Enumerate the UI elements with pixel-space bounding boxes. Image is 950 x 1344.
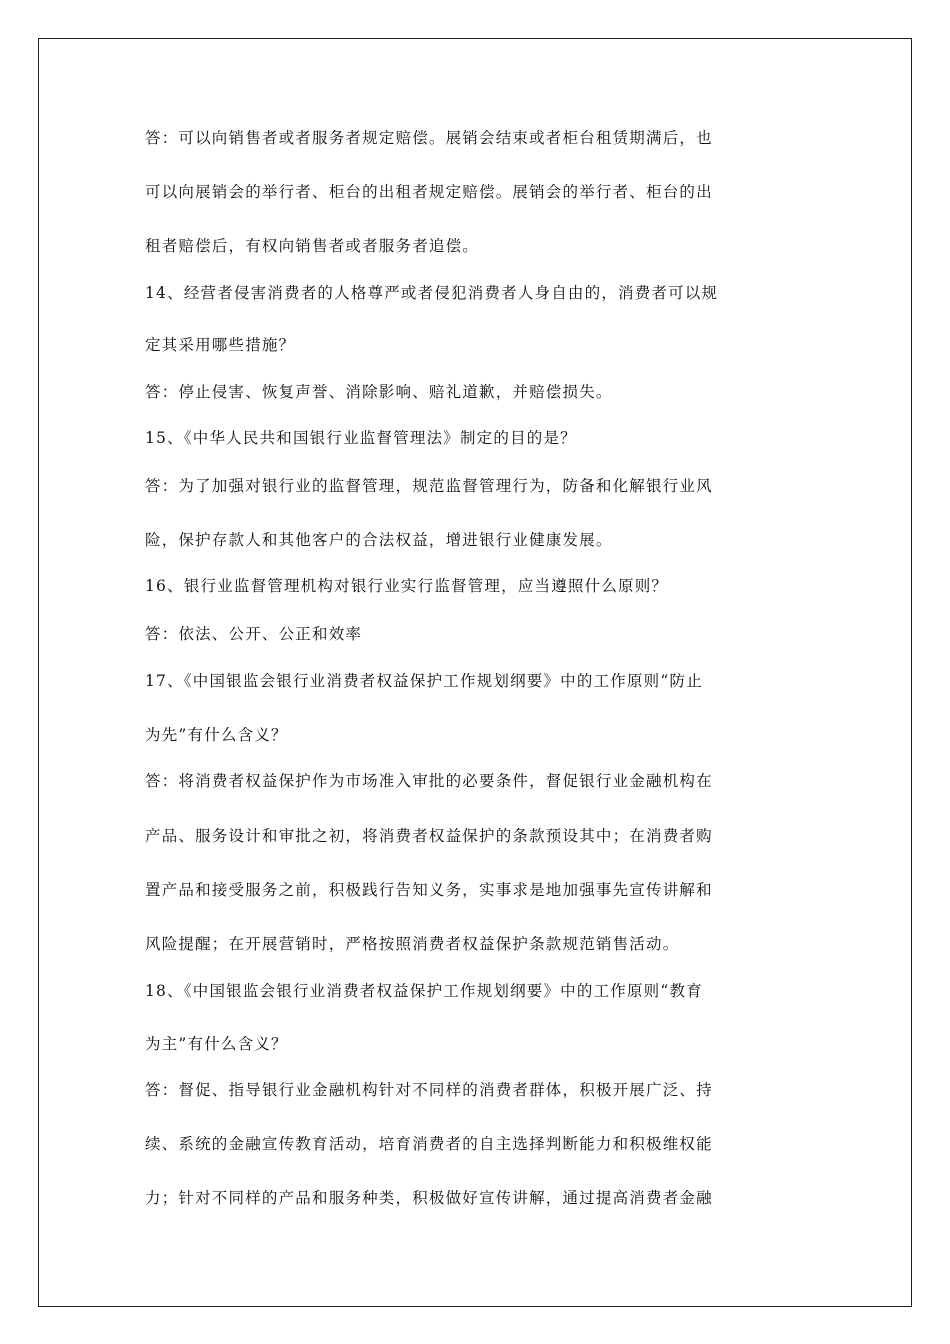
question-15: 15、《中华人民共和国银行业监督管理法》制定的目的是？ <box>145 429 577 447</box>
answer-17-line-3: 置产品和接受服务之前，积极践行告知义务，实事求是地加强事先宣传讲解和 <box>145 881 713 899</box>
question-18-line-1: 18、《中国银监会银行业消费者权益保护工作规划纲要》中的工作原则“教育 <box>145 982 703 1000</box>
answer-14: 答：停止侵害、恢复声誉、消除影响、赔礼道歉，并赔偿损失。 <box>145 383 613 401</box>
answer-17-line-2: 产品、服务设计和审批之初，将消费者权益保护的条款预设其中；在消费者购 <box>145 827 713 845</box>
answer-17-line-1: 答：将消费者权益保护作为市场准入审批的必要条件，督促银行业金融机构在 <box>145 772 713 790</box>
answer-13-line-2: 可以向展销会的举行者、柜台的出租者规定赔偿。展销会的举行者、柜台的出 <box>145 183 713 201</box>
answer-17-line-4: 风险提醒；在开展营销时，严格按照消费者权益保护条款规范销售活动。 <box>145 935 680 953</box>
answer-18-line-3: 力；针对不同样的产品和服务种类，积极做好宣传讲解，通过提高消费者金融 <box>145 1189 713 1207</box>
answer-13-line-1: 答：可以向销售者或者服务者规定赔偿。展销会结束或者柜台租赁期满后，也 <box>145 129 713 147</box>
answer-16: 答：依法、公开、公正和效率 <box>145 625 363 643</box>
question-16: 16、银行业监督管理机构对银行业实行监督管理，应当遵照什么原则？ <box>145 577 669 595</box>
question-18-line-2: 为主”有什么含义？ <box>145 1035 288 1053</box>
question-17-line-1: 17、《中国银监会银行业消费者权益保护工作规划纲要》中的工作原则“防止 <box>145 672 703 690</box>
answer-18-line-2: 续、系统的金融宣传教育活动，培育消费者的自主选择判断能力和积极维权能 <box>145 1135 713 1153</box>
answer-13-line-3: 租者赔偿后，有权向销售者或者服务者追偿。 <box>145 237 480 255</box>
question-14-line-1: 14、经营者侵害消费者的人格尊严或者侵犯消费者人身自由的，消费者可以规 <box>145 284 719 302</box>
question-17-line-2: 为先”有什么含义？ <box>145 726 288 744</box>
answer-15-line-1: 答：为了加强对银行业的监督管理，规范监督管理行为，防备和化解银行业风 <box>145 477 713 495</box>
answer-18-line-1: 答：督促、指导银行业金融机构针对不同样的消费者群体，积极开展广泛、持 <box>145 1081 713 1099</box>
answer-15-line-2: 险，保护存款人和其他客户的合法权益，增进银行业健康发展。 <box>145 531 613 549</box>
question-14-line-2: 定其采用哪些措施？ <box>145 336 296 354</box>
